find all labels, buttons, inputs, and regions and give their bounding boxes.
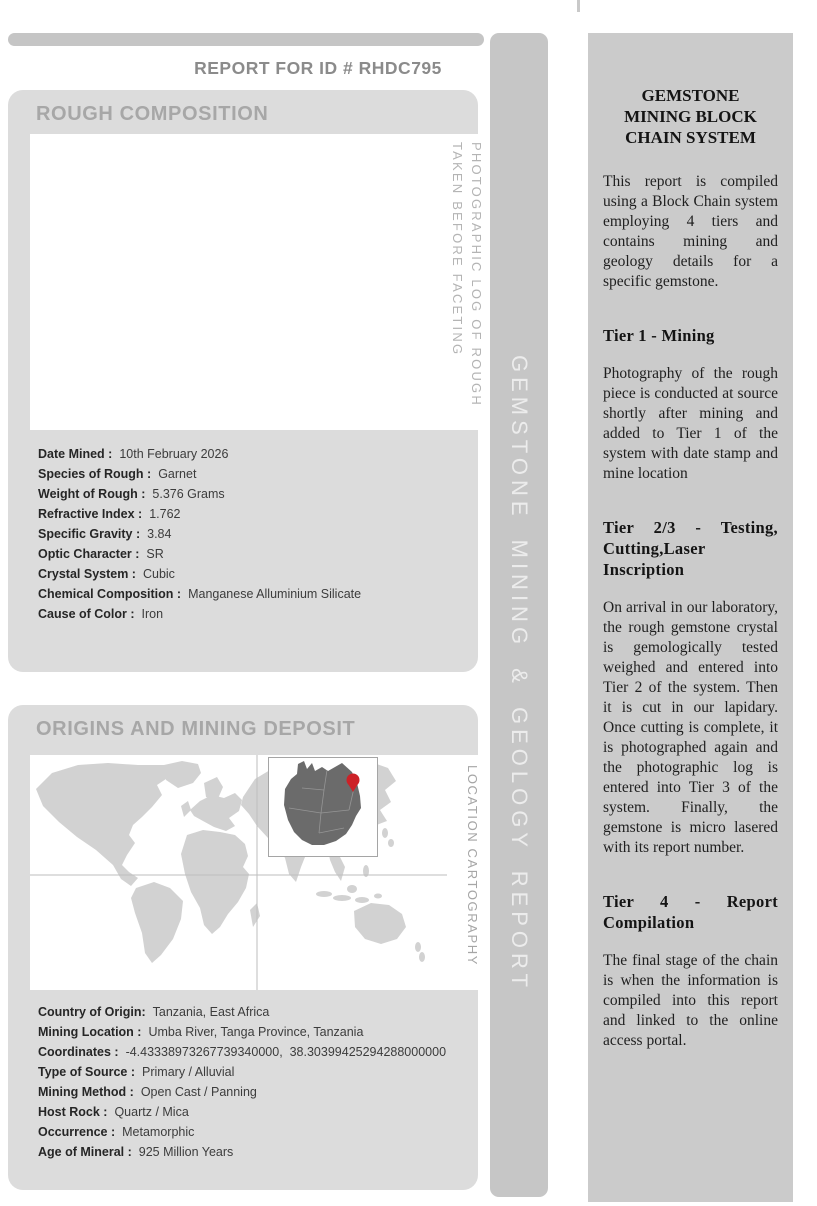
field-value: Iron — [141, 607, 164, 621]
rough-composition-fields — [38, 444, 361, 624]
field-value: Cubic — [142, 567, 175, 581]
field-row-chemical-composition — [38, 584, 361, 604]
field-label: Mining Location : — [38, 1025, 142, 1039]
madagascar — [250, 903, 260, 927]
origins-fields — [38, 1002, 446, 1162]
blockchain-info-panel — [588, 33, 793, 1202]
field-value: 925 Million Years — [138, 1145, 234, 1159]
field-label: Country of Origin: — [38, 1005, 146, 1019]
rough-composition-header: ROUGH COMPOSITION — [36, 103, 269, 125]
field-value: 5.376 Grams — [152, 487, 225, 501]
blockchain-intro: This report is compiled using a Block Chain system employing 4 tiers and contains mining and geology details for a specific gemstone. — [603, 173, 778, 290]
field-value: 1.762 — [149, 507, 181, 521]
tier4-heading: Tier 4 - Report Compilation — [603, 892, 778, 932]
field-label: Weight of Rough : — [38, 487, 146, 501]
tier1-heading: Tier 1 - Mining — [603, 326, 715, 345]
field-label: Date Mined : — [38, 447, 113, 461]
location-map — [30, 755, 490, 990]
field-value: Primary / Alluvial — [142, 1065, 235, 1079]
field-row-type-of-source — [38, 1062, 446, 1082]
field-value: Metamorphic — [122, 1125, 195, 1139]
field-row-occurrence — [38, 1122, 446, 1142]
tier4-body: The final stage of the chain is when the information is compiled into this report and linked to the online access portal. — [603, 952, 778, 1049]
report-band-label: GEMSTONE MINING & GEOLOGY REPORT — [507, 355, 532, 992]
field-label: Type of Source : — [38, 1065, 136, 1079]
tier1-body: Photography of the rough piece is conducted at source shortly after mining and added to Tier 1 of the system with date stamp and mine location — [603, 365, 778, 482]
field-value: Umba River, Tanga Province, Tanzania — [148, 1025, 364, 1039]
greenland — [164, 761, 201, 788]
field-label: Mining Method : — [38, 1085, 134, 1099]
tier23-body: On arrival in our laboratory, the rough gemstone crystal is gemologically tested weighed and entered into Tier 2 of the system. Then it is cut in our lapidary. Once cutting is complete, it is photographed again and the photographic log is entered into Tier 3 of the system. Finally, the gemstone is micro lasered with its report number. — [603, 599, 778, 856]
field-row-species — [38, 464, 361, 484]
field-value: Manganese Alluminium Silicate — [188, 587, 362, 601]
south-america — [131, 882, 183, 963]
photo-caption-line1: PHOTOGRAPHIC LOG OF ROUGH — [469, 142, 484, 407]
field-row-cause-of-color — [38, 604, 361, 624]
field-label: Refractive Index : — [38, 507, 143, 521]
blockchain-panel-title: GEMSTONE MINING BLOCK CHAIN SYSTEM — [624, 86, 757, 147]
report-side-band — [490, 33, 548, 1197]
field-row-age-of-mineral — [38, 1142, 446, 1162]
field-value: 3.84 — [147, 527, 172, 541]
north-america — [36, 763, 176, 886]
field-label: Host Rock : — [38, 1105, 108, 1119]
field-label: Cause of Color : — [38, 607, 135, 621]
field-row-mining-location — [38, 1022, 446, 1042]
field-value: Tanzania, East Africa — [152, 1005, 270, 1019]
rough-photo-placeholder — [30, 134, 490, 430]
field-label: Specific Gravity : — [38, 527, 141, 541]
field-label: Occurrence : — [38, 1125, 116, 1139]
field-row-weight — [38, 484, 361, 504]
field-label: Age of Mineral : — [38, 1145, 132, 1159]
field-row-optic-character — [38, 544, 361, 564]
field-row-crystal-system — [38, 564, 361, 584]
field-row-country — [38, 1002, 446, 1022]
field-label: Crystal System : — [38, 567, 136, 581]
tier23-heading: Tier 2/3 - Testing, Cutting,Laser Inscription — [603, 518, 778, 579]
tanzania-inset-map — [268, 757, 378, 857]
field-value: Garnet — [158, 467, 197, 481]
field-row-specific-gravity — [38, 524, 361, 544]
field-value: -4.43338973267739340000, 38.30399425294288000000 — [125, 1045, 447, 1059]
british-isles — [181, 801, 191, 817]
page-title: REPORT FOR ID # RHDC795 — [194, 58, 442, 78]
top-tick-mark — [577, 0, 580, 12]
origins-header: ORIGINS AND MINING DEPOSIT — [36, 718, 356, 740]
field-row-date-mined — [38, 444, 361, 464]
field-row-coordinates — [38, 1042, 446, 1062]
world-map — [30, 755, 447, 990]
field-label: Optic Character : — [38, 547, 140, 561]
field-label: Coordinates : — [38, 1045, 119, 1059]
field-label: Species of Rough : — [38, 467, 152, 481]
field-value: Quartz / Mica — [114, 1105, 189, 1119]
field-value: 10th February 2026 — [119, 447, 229, 461]
field-row-refractive-index — [38, 504, 361, 524]
field-row-mining-method — [38, 1082, 446, 1102]
field-value: Open Cast / Panning — [140, 1085, 257, 1099]
australia — [354, 903, 406, 944]
photo-caption-line2: TAKEN BEFORE FACETING — [450, 142, 465, 357]
page-top-bar — [8, 33, 484, 46]
field-value: SR — [146, 547, 164, 561]
field-label: Chemical Composition : — [38, 587, 182, 601]
cartography-caption: LOCATION CARTOGRAPHY — [465, 765, 480, 967]
africa — [181, 830, 249, 934]
field-row-host-rock — [38, 1102, 446, 1122]
